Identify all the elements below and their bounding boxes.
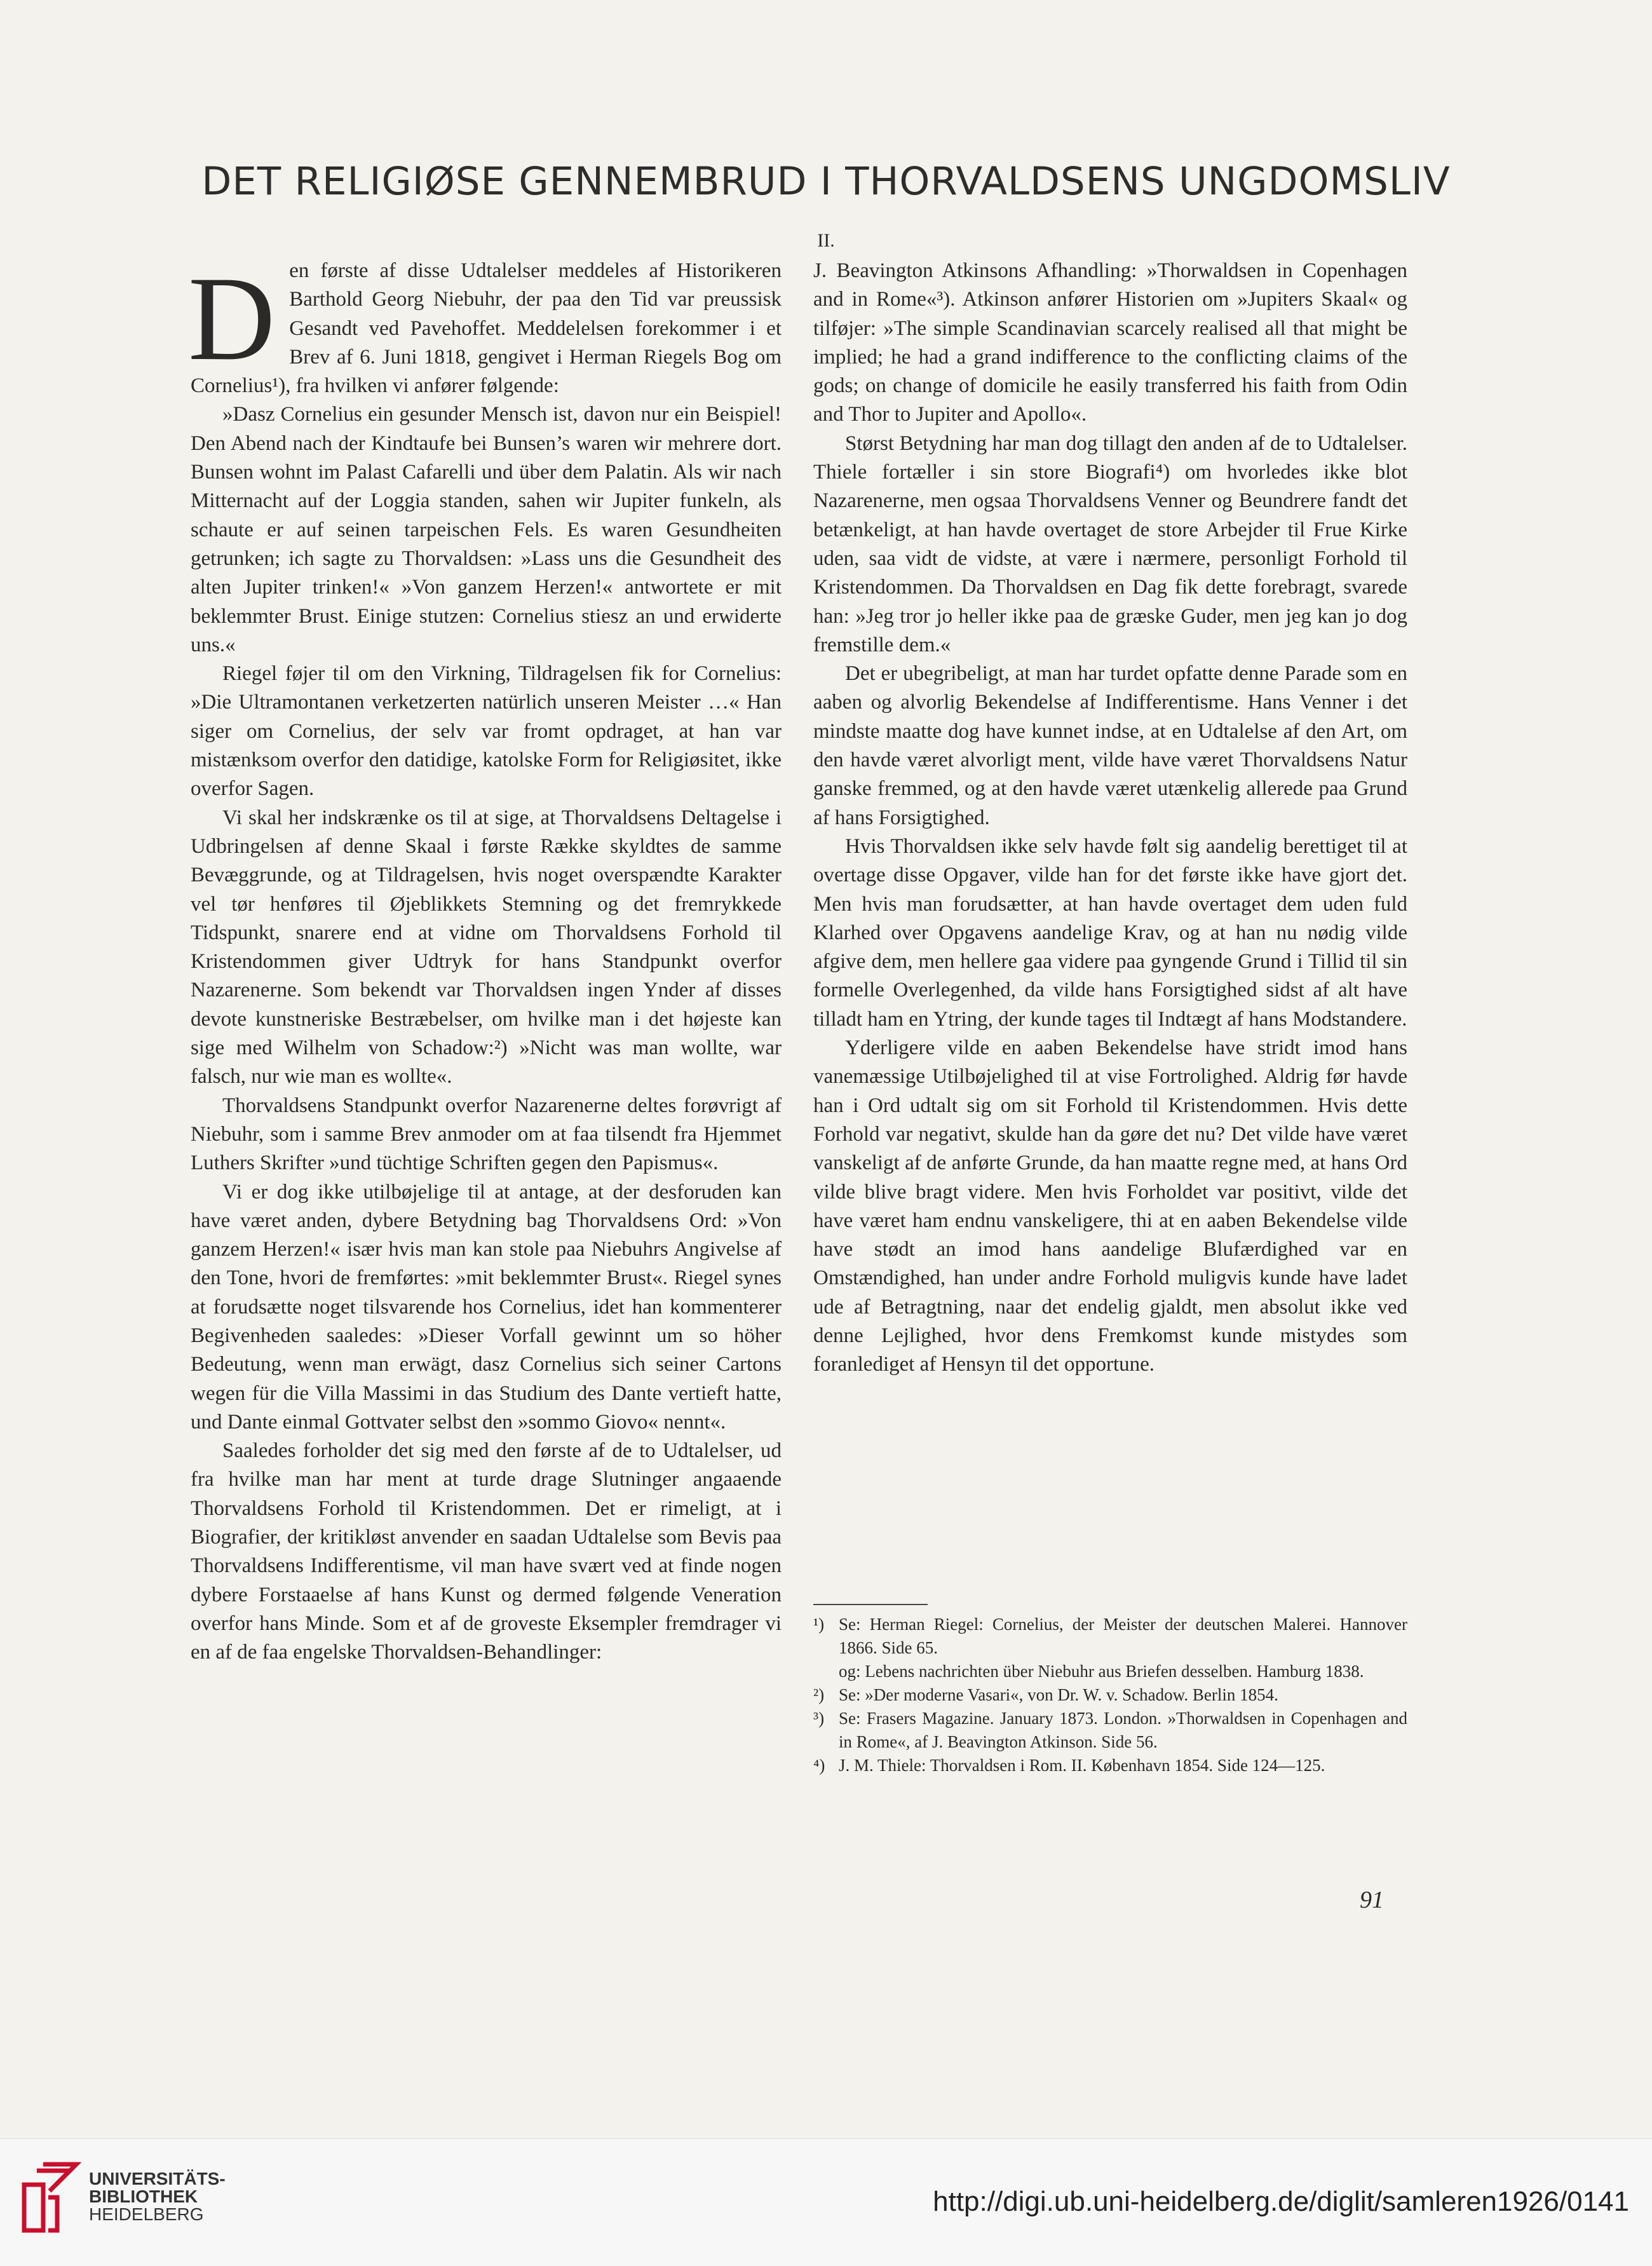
footnote-divider xyxy=(813,1604,928,1605)
paragraph: Saaledes forholder det sig med den første af de to Udtalelser, ud fra hvilke man har ment at turde drage Slutninger angaaende Thorvaldsens Forhold til Kristendommen. Det er rimeligt, at i Biografier, der kritikløst anvender en saadan Udtalelse som Bevis paa Thorvaldsens Indifferentisme, vil man have svært ved at finde nogen dybere Forstaaelse af hans Kunst og dermed følgende Veneration overfor hans Minde. Som et af de groveste Eksempler fremdrager vi en af de faa engelske Thorvaldsen-Behandlinger: xyxy=(191,1439,782,1664)
right-column xyxy=(813,257,1407,1380)
paragraph-text: en første af disse Udtalelser meddeles af Historikeren Barthold Georg Niebuhr, der paa den Tid var preussisk Gesandt ved Pavehoffet. Meddelelsen forekommer i et Brev af 6. Juni 1818, gengivet i Herman Riegels Bog om Cornelius¹), fra hvilken vi anfører følgende: xyxy=(191,259,782,398)
paragraph: Vi er dog ikke utilbøjelige til at antage, at der desforuden kan have været anden, dybere Betydning bag Thorvaldsens Ord: »Von ganzem Herzen!« især hvis man kan stole paa Niebuhrs Angivelse af den Tone, hvori de fremførtes: »mit beklemmter Brust«. Riegel synes at forudsætte noget tilsvarende hos Cornelius, idet han kommenterer Begivenheden saaledes: »Dieser Vorfall gewinnt um so höher Bedeutung, wenn man erwägt, dasz Cornelius sich seiner Cartons wegen für die Villa Massimi in das Studium des Dante vertieft hatte, und Dante einmal Gottvater selbst den »sommo Giovo« nennt«. xyxy=(191,1180,782,1434)
drop-cap: D xyxy=(188,252,276,386)
page-number: 91 xyxy=(1360,1887,1384,1913)
permalink-url[interactable]: http://digi.ub.uni-heidelberg.de/diglit/samleren1926/0141 xyxy=(933,2186,1629,2217)
paragraph: Yderligere vilde en aaben Bekendelse have stridt imod hans vanemæssige Utilbøjelighed til at vise Fortrolighed. Aldrig før havde han i Ord udtalt sig om sit Forhold til Kristendommen. Hvis dette Forhold var negativt, skulde han da gøre det nu? Det vilde have været vanskeligt af de anførte Grunde, da han maatte regne med, at hans Ord vilde blive bragt videre. Men hvis Forholdet var positivt, vilde det have været ham endnu vanskeligere, thi at en aaben Bekendelse vilde have stødt an imod hans aandelige Blufærdighed var en Omstændighed, han under andre Forhold muligvis kunde have ladet ude af Betragtning, naar det endelig gjaldt, men absolut ikke ved denne Lejlighed, hvor dens Fremkomst kunde mistydes som foranlediget af Hensyn til det opportune. xyxy=(813,1036,1407,1376)
paragraph xyxy=(188,252,782,400)
footnotes xyxy=(813,1613,1407,1777)
footnote-text: Se: Herman Riegel: Cornelius, der Meister der deutschen Malerei. Hannover 1866. Side 65. xyxy=(839,1615,1407,1657)
paragraph: J. Beavington Atkinsons Afhandling: »Thorwaldsen in Copenhagen and in Rome«³). Atkinson anfører Historien om »Jupiters Skaal« og tilføjer: »The simple Scandinavian scarcely realised all that might be implied; he had a grand indifference to the conflicting claims of the gods; on change of domicile he easily transferred his faith from Odin and Thor to Jupiter and Apollo«. xyxy=(813,259,1407,426)
paragraph: Riegel føjer til om den Virkning, Tildragelsen fik for Cornelius: »Die Ultramontanen verketzerten natürlich unseren Meister …« Han siger om Cornelius, der selv var fromt opdraget, at han var mistænksom overfor den datidige, katolske Form for Religiøsitet, ikke overfor Sagen. xyxy=(191,662,782,801)
footnote xyxy=(813,1613,1407,1660)
footnote-text: J. M. Thiele: Thorvaldsen i Rom. II. København 1854. Side 124—125. xyxy=(839,1756,1325,1775)
paragraph: Størst Betydning har man dog tillagt den anden af de to Udtalelser. Thiele fortæller i sin store Biografi⁴) om hvorledes ikke blot Nazarenerne, men ogsaa Thorvaldsens Venner og Beundrere fandt det betænkeligt, at han havde overtaget de store Arbejder til Frue Kirke uden, saa vidt de vidste, at være i nærmere, personligt Forhold til Kristendommen. Da Thorvaldsen en Dag fik dette forebragt, svarede han: »Jeg tror jo heller ikke paa de græske Guder, men jeg kan jo dog fremstille dem.« xyxy=(813,431,1407,656)
footnote-marker xyxy=(813,1660,839,1683)
library-line: HEIDELBERG xyxy=(89,2204,204,2224)
part-number: II. xyxy=(817,230,835,251)
left-column xyxy=(188,252,782,1667)
paragraph: Vi skal her indskrænke os til at sige, at Thorvaldsens Deltagelse i Udbringelsen af denne Skaal i første Række skyldtes de samme Bevæggrunde, og at Tildragelsen, hvis noget overspændte Karakter vel tør henføres til Øjeblikkets Stemning og det fremrykkede Tidspunkt, snarere end at vidne om Thorvaldsens Forhold til Kristendommen giver Udtryk for hans Standpunkt overfor Nazarenerne. Som bekendt var Thorvaldsen ingen Ynder af disses devote kunstneriske Bestræbelser, om hvilke man i det højeste kan sige med Wilhelm von Schadow:²) »Nicht was man wollte, war falsch, nur wie man es wollte«. xyxy=(191,806,782,1089)
paragraph: Det er ubegribeligt, at man har turdet opfatte denne Parade som en aaben og alvorlig Bekendelse af Indifferentisme. Hans Venner i det mindste maatte dog have kunnet indse, at en Udtalelse af den Art, om den havde været alvorligt ment, vilde have været Thorvaldsens Natur ganske fremmed, og at den havde været utænkelig allerede paa Grund af hans Forsigtighed. xyxy=(813,662,1407,829)
footnote xyxy=(813,1754,1407,1777)
paragraph: Hvis Thorvaldsen ikke selv havde følt sig aandelig berettiget til at overtage disse Opgaver, vilde han for det første ikke have gjort det. Men hvis man forudsætter, at han havde overtaget dem uden fuld Klarhed over Opgavens aandelige Krav, og at han nu nødig vilde afgive dem, men hellere gaa videre paa gyngende Grund i Tillid til sin formelle Overlegenhed, da vilde hans Forsigtighed sidst af alt have tilladt ham en Ytring, der kunde tages til Indtægt af hans Modstandere. xyxy=(813,834,1407,1031)
footnote-marker: ⁴) xyxy=(813,1756,825,1775)
library-line: UNIVERSITÄTS- xyxy=(89,2169,226,2188)
footnote-text: Se: Frasers Magazine. January 1873. London. »Thorwaldsen in Copenhagen and in Rome«, af J. Beavington Atkinson. Side 56. xyxy=(839,1709,1407,1751)
footnote-marker: ³) xyxy=(813,1709,825,1728)
paragraph: »Dasz Cornelius ein gesunder Mensch ist, davon nur ein Beispiel! Den Abend nach der Kindtaufe bei Bunsen’s waren wir mehrere dort. Bunsen wohnt im Palast Cafarelli und über dem Palatin. Als wir nach Mitternacht auf der Loggia standen, sahen wir Jupiter funkeln, als schaute er auf seinen tarpeischen Fels. Es waren Gesundheiten getrunken; ich sagte zu Thorvaldsen: »Lass uns die Gesundheit des alten Jupiter trinken!« »Von ganzem Herzen!« antwortete er mit beklemmter Brust. Einige stutzen: Cornelius stiesz an und erwiderte uns.« xyxy=(191,403,782,656)
footnote-text: Se: »Der moderne Vasari«, von Dr. W. v. Schadow. Berlin 1854. xyxy=(839,1685,1278,1704)
article-title: DET RELIGIØSE GENNEMBRUD I THORVALDSENS UNGDOMSLIV xyxy=(201,159,1451,204)
footnote-marker: ¹) xyxy=(813,1615,825,1634)
ub-heidelberg-logo-icon[interactable] xyxy=(18,2159,81,2235)
footnote xyxy=(813,1683,1407,1707)
footnote-text: og: Lebens nachrichten über Niebuhr aus Briefen desselben. Hamburg 1838. xyxy=(839,1662,1364,1681)
footnote xyxy=(813,1707,1407,1754)
library-line: BIBLIOTHEK xyxy=(89,2187,198,2206)
library-name[interactable] xyxy=(89,2170,226,2223)
paragraph: Thorvaldsens Standpunkt overfor Nazarenerne deltes forøvrigt af Niebuhr, som i samme Brev anmoder om at faa tilsendt fra Hjemmet Luthers Skrifter »und tüchtige Schriften gegen den Papismus«. xyxy=(191,1094,782,1175)
footnote xyxy=(813,1660,1407,1683)
footnote-marker: ²) xyxy=(813,1685,825,1704)
